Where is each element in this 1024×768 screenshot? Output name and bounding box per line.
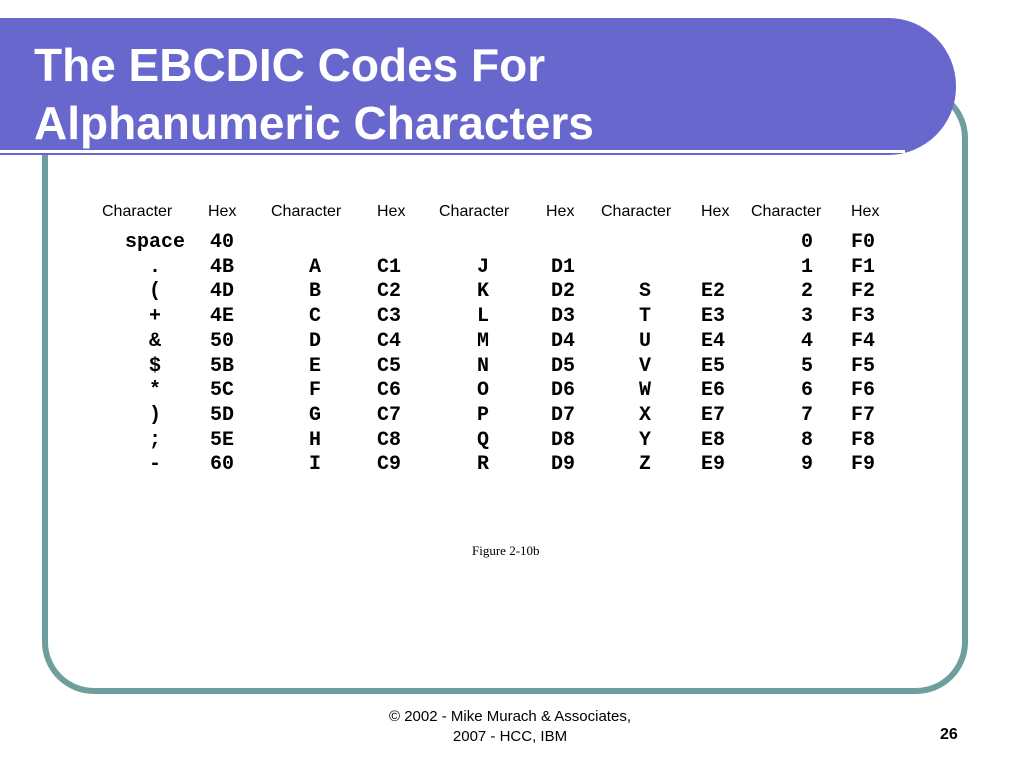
hex-cell: F0	[851, 231, 876, 254]
character-cell: )	[148, 403, 162, 427]
hex-cell: 40	[210, 231, 235, 254]
character-cell: M	[476, 329, 490, 353]
hex-cell: F8	[851, 428, 876, 452]
header-character-5: Character	[751, 203, 822, 220]
character-cell: N	[476, 354, 490, 378]
character-cell: S	[638, 280, 652, 304]
character-cell: 8	[800, 428, 814, 452]
character-cell: T	[638, 305, 652, 329]
header-character-2: Character	[271, 203, 342, 220]
hex-cell: C3	[377, 305, 402, 329]
hex-cell: 4B	[210, 255, 235, 279]
title-line-2: Alphanumeric Characters	[34, 97, 594, 149]
hex-cell: F3	[851, 305, 876, 329]
character-cell: 9	[800, 453, 814, 477]
hex-cell: D8	[551, 428, 576, 452]
copyright-line-1: © 2002 - Mike Murach & Associates,	[389, 708, 631, 725]
hex-cell: C6	[377, 379, 402, 403]
hex-cell: 5B	[210, 354, 235, 378]
content-frame	[42, 86, 968, 694]
character-cell: C	[308, 305, 322, 329]
copyright-notice	[360, 707, 660, 747]
page-number: 26	[940, 726, 958, 743]
hex-cell: 5E	[210, 428, 235, 452]
hex-cell: E6	[701, 379, 726, 403]
character-cell: 5	[800, 354, 814, 378]
character-cell: L	[476, 305, 490, 329]
character-cell: (	[148, 280, 162, 304]
character-cell: J	[476, 255, 490, 279]
hex-cell: E8	[701, 428, 726, 452]
hex-cell: F7	[851, 403, 876, 427]
character-cell: I	[308, 453, 322, 477]
character-cell: ;	[148, 428, 162, 452]
character-cell: V	[638, 354, 652, 378]
header-character-3: Character	[439, 203, 510, 220]
character-cell: 4	[800, 329, 814, 353]
hex-cell: 50	[210, 329, 235, 353]
hex-cell: F5	[851, 354, 876, 378]
header-character-1: Character	[102, 203, 173, 220]
hex-cell: 5C	[210, 379, 235, 403]
character-cell: G	[308, 403, 322, 427]
hex-cell: E2	[701, 280, 726, 304]
hex-cell: E3	[701, 305, 726, 329]
character-cell: E	[308, 354, 322, 378]
hex-cell: 60	[210, 453, 235, 477]
header-character-4: Character	[601, 203, 672, 220]
character-cell: &	[148, 329, 162, 353]
hex-cell: F9	[851, 453, 876, 477]
hex-cell: C5	[377, 354, 402, 378]
character-cell: 1	[800, 255, 814, 279]
character-cell: space	[124, 231, 186, 254]
hex-cell: C7	[377, 403, 402, 427]
character-cell: A	[308, 255, 322, 279]
hex-cell: D9	[551, 453, 576, 477]
character-cell: -	[148, 453, 162, 477]
character-cell: W	[638, 379, 652, 403]
copyright-line-2: 2007 - HCC, IBM	[452, 728, 568, 745]
character-cell: F	[308, 379, 322, 403]
title-banner	[0, 18, 956, 155]
character-cell: U	[638, 329, 652, 353]
character-cell: 3	[800, 305, 814, 329]
hex-cell: E7	[701, 403, 726, 427]
character-cell: D	[308, 329, 322, 353]
character-cell: $	[148, 354, 162, 378]
character-cell: P	[476, 403, 490, 427]
hex-cell: C2	[377, 280, 402, 304]
character-cell: +	[148, 305, 162, 329]
hex-cell: C8	[377, 428, 402, 452]
hex-cell: C4	[377, 329, 402, 353]
slide-title	[34, 36, 594, 152]
hex-cell: D7	[551, 403, 576, 427]
character-cell: *	[148, 379, 162, 403]
hex-cell: D3	[551, 305, 576, 329]
hex-cell: 5D	[210, 403, 235, 427]
character-cell: O	[476, 379, 490, 403]
character-cell: X	[638, 403, 652, 427]
hex-cell: E4	[701, 329, 726, 353]
header-hex-5: Hex	[851, 203, 880, 220]
hex-cell: 4E	[210, 305, 235, 329]
character-cell: 7	[800, 403, 814, 427]
hex-cell: D5	[551, 354, 576, 378]
hex-cell: C9	[377, 453, 402, 477]
character-cell: Q	[476, 428, 490, 452]
hex-cell: F6	[851, 379, 876, 403]
header-hex-2: Hex	[377, 203, 406, 220]
hex-cell: F2	[851, 280, 876, 304]
hex-cell: E9	[701, 453, 726, 477]
header-hex-3: Hex	[546, 203, 575, 220]
hex-cell: F1	[851, 255, 876, 279]
character-cell: 6	[800, 379, 814, 403]
character-cell: 2	[800, 280, 814, 304]
character-cell: Z	[638, 453, 652, 477]
hex-cell: C1	[377, 255, 402, 279]
header-hex-4: Hex	[701, 203, 730, 220]
hex-cell: D4	[551, 329, 576, 353]
character-cell: H	[308, 428, 322, 452]
hex-cell: E5	[701, 354, 726, 378]
hex-cell: D6	[551, 379, 576, 403]
title-underline	[0, 150, 905, 153]
hex-cell: F4	[851, 329, 876, 353]
character-cell: Y	[638, 428, 652, 452]
hex-cell: D1	[551, 255, 576, 279]
character-cell: .	[148, 255, 162, 279]
character-cell: B	[308, 280, 322, 304]
hex-cell: 4D	[210, 280, 235, 304]
figure-caption: Figure 2-10b	[472, 543, 540, 558]
header-hex-1: Hex	[208, 203, 237, 220]
title-line-1: The EBCDIC Codes For	[34, 39, 546, 91]
character-cell: K	[476, 280, 490, 304]
hex-cell: D2	[551, 280, 576, 304]
character-cell: R	[476, 453, 490, 477]
character-cell: 0	[800, 231, 814, 254]
